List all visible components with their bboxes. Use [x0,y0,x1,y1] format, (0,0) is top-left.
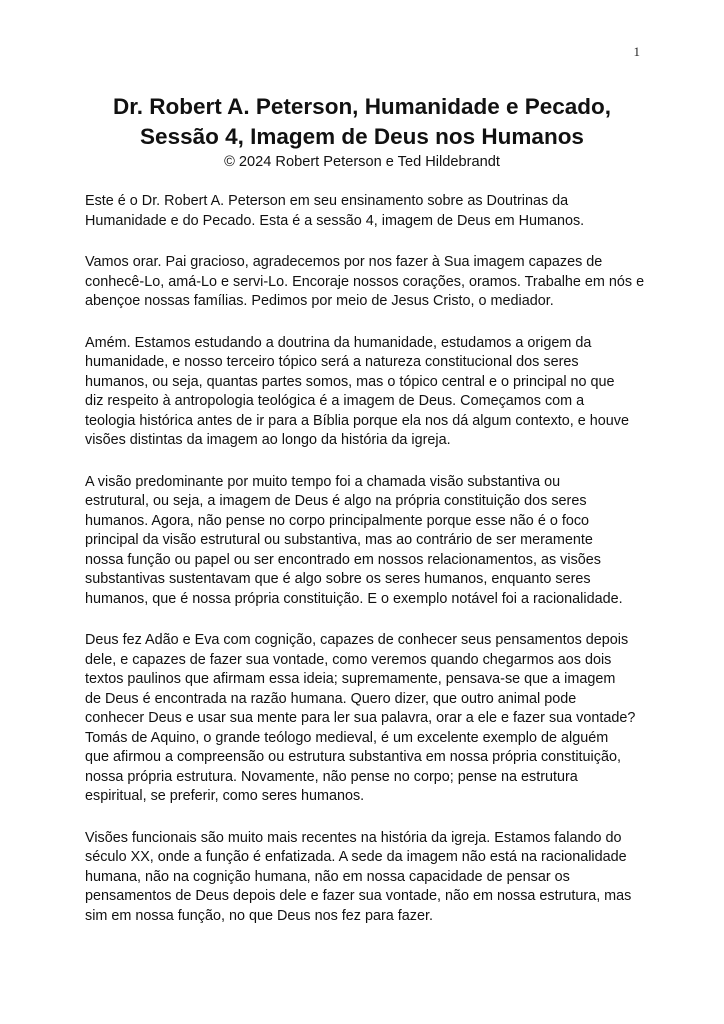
paragraph-line: Este é o Dr. Robert A. Peterson em seu ensinamento sobre as Doutrinas da [85,193,569,209]
paragraph [85,829,665,927]
paragraph-line: conhecer Deus e usar sua mente para ler sua palavra, orar a ele e fazer sua vontade? [85,710,636,726]
paragraph-line: espiritual, se preferir, como seres humanos. [85,788,365,804]
paragraph-line: teologia histórica antes de ir para a Bíblia porque ela nos dá algum contexto, e houve [85,412,629,429]
paragraph-line: pensamentos de Deus depois dele e fazer sua vontade, não em nossa estrutura, mas [85,888,632,904]
paragraph [85,192,665,231]
paragraph-line: Tomás de Aquino, o grande teólogo medieval, é um excelente exemplo de alguém [85,729,609,746]
paragraph-line: humanidade, e nosso terceiro tópico será a natureza constitucional dos seres [85,354,579,370]
paragraph-line: de Deus é encontrada na razão humana. Quero dizer, que outro animal pode [85,690,577,707]
paragraph [85,334,665,451]
paragraph-line: diz respeito à antropologia teológica é a imagem de Deus. Começamos com a [85,393,585,409]
paragraph-line: nossa função ou papel ou ser encontrado em nossos relacionamentos, as visões [85,551,601,568]
document-title-line-1: Dr. Robert A. Peterson, Humanidade e Pecado, [112,94,612,119]
paragraph-line: substantivas sustentavam que é algo sobre os seres humanos, enquanto seres [85,571,591,587]
paragraph-line: humanos. Agora, não pense no corpo principalmente porque esse não é o foco [85,512,590,529]
paragraph [85,253,665,312]
paragraph-line: humanos, ou seja, quantas partes somos, mas o tópico central e o principal no que [85,373,615,390]
paragraph-line: Deus fez Adão e Eva com cognição, capazes de conhecer seus pensamentos depois [85,632,629,648]
paragraph-line: dele, e capazes de fazer sua vontade, como veremos quando chegarmos aos dois [85,651,612,668]
paragraph-line: abençoe nossas famílias. Pedimos por meio de Jesus Cristo, o mediador. [85,293,554,309]
paragraph-line: sim em nossa função, no que Deus nos fez para fazer. [85,907,433,924]
paragraph-line: Vamos orar. Pai gracioso, agradecemos por nos fazer à Sua imagem capazes de [85,254,603,270]
document-title-line-2: Sessão 4, Imagem de Deus nos Humanos [140,124,584,149]
paragraph-line: Visões funcionais são muito mais recentes na história da igreja. Estamos falando do [85,829,622,846]
paragraph-line: Humanidade e do Pecado. Esta é a sessão 4, imagem de Deus em Humanos. [85,212,585,229]
document-body [85,192,665,948]
paragraph-line: que afirmou a compreensão ou estrutura substantiva em nossa própria constituição, [85,749,621,765]
paragraph-line: século XX, onde a função é enfatizada. A sede da imagem não está na racionalidade [85,849,627,865]
paragraph-line: conhecê-Lo, amá-Lo e servi-Lo. Encoraje nossos corações, oramos. Trabalhe em nós e [85,273,645,290]
paragraph-line: textos paulinos que afirmam essa ideia; supremamente, pensava-se que a imagem [85,671,616,687]
paragraph-line: A visão predominante por muito tempo foi a chamada visão substantiva ou [85,473,561,490]
title-block [60,92,664,172]
paragraph-line: visões distintas da imagem ao longo da história da igreja. [85,432,451,448]
paragraph-line: principal da visão estrutural ou substantiva, mas ao contrário de ser meramente [85,532,593,548]
paragraph-line: estrutural, ou seja, a imagem de Deus é algo na própria constituição dos seres [85,493,587,509]
paragraph-line: Amém. Estamos estudando a doutrina da humanidade, estudamos a origem da [85,334,592,351]
page-number: 1 [633,44,640,59]
copyright-notice: © 2024 Robert Peterson e Ted Hildebrandt [224,154,500,170]
paragraph-line: humana, não na cognição humana, não em nossa capacidade de pensar os [85,868,570,885]
paragraph [85,631,665,807]
paragraph-line: humanos, que é nossa própria constituição. E o exemplo notável foi a racionalidade. [85,590,623,607]
paragraph [85,473,665,610]
paragraph-line: nossa própria estrutura. Novamente, não pense no corpo; pense na estrutura [85,768,578,785]
